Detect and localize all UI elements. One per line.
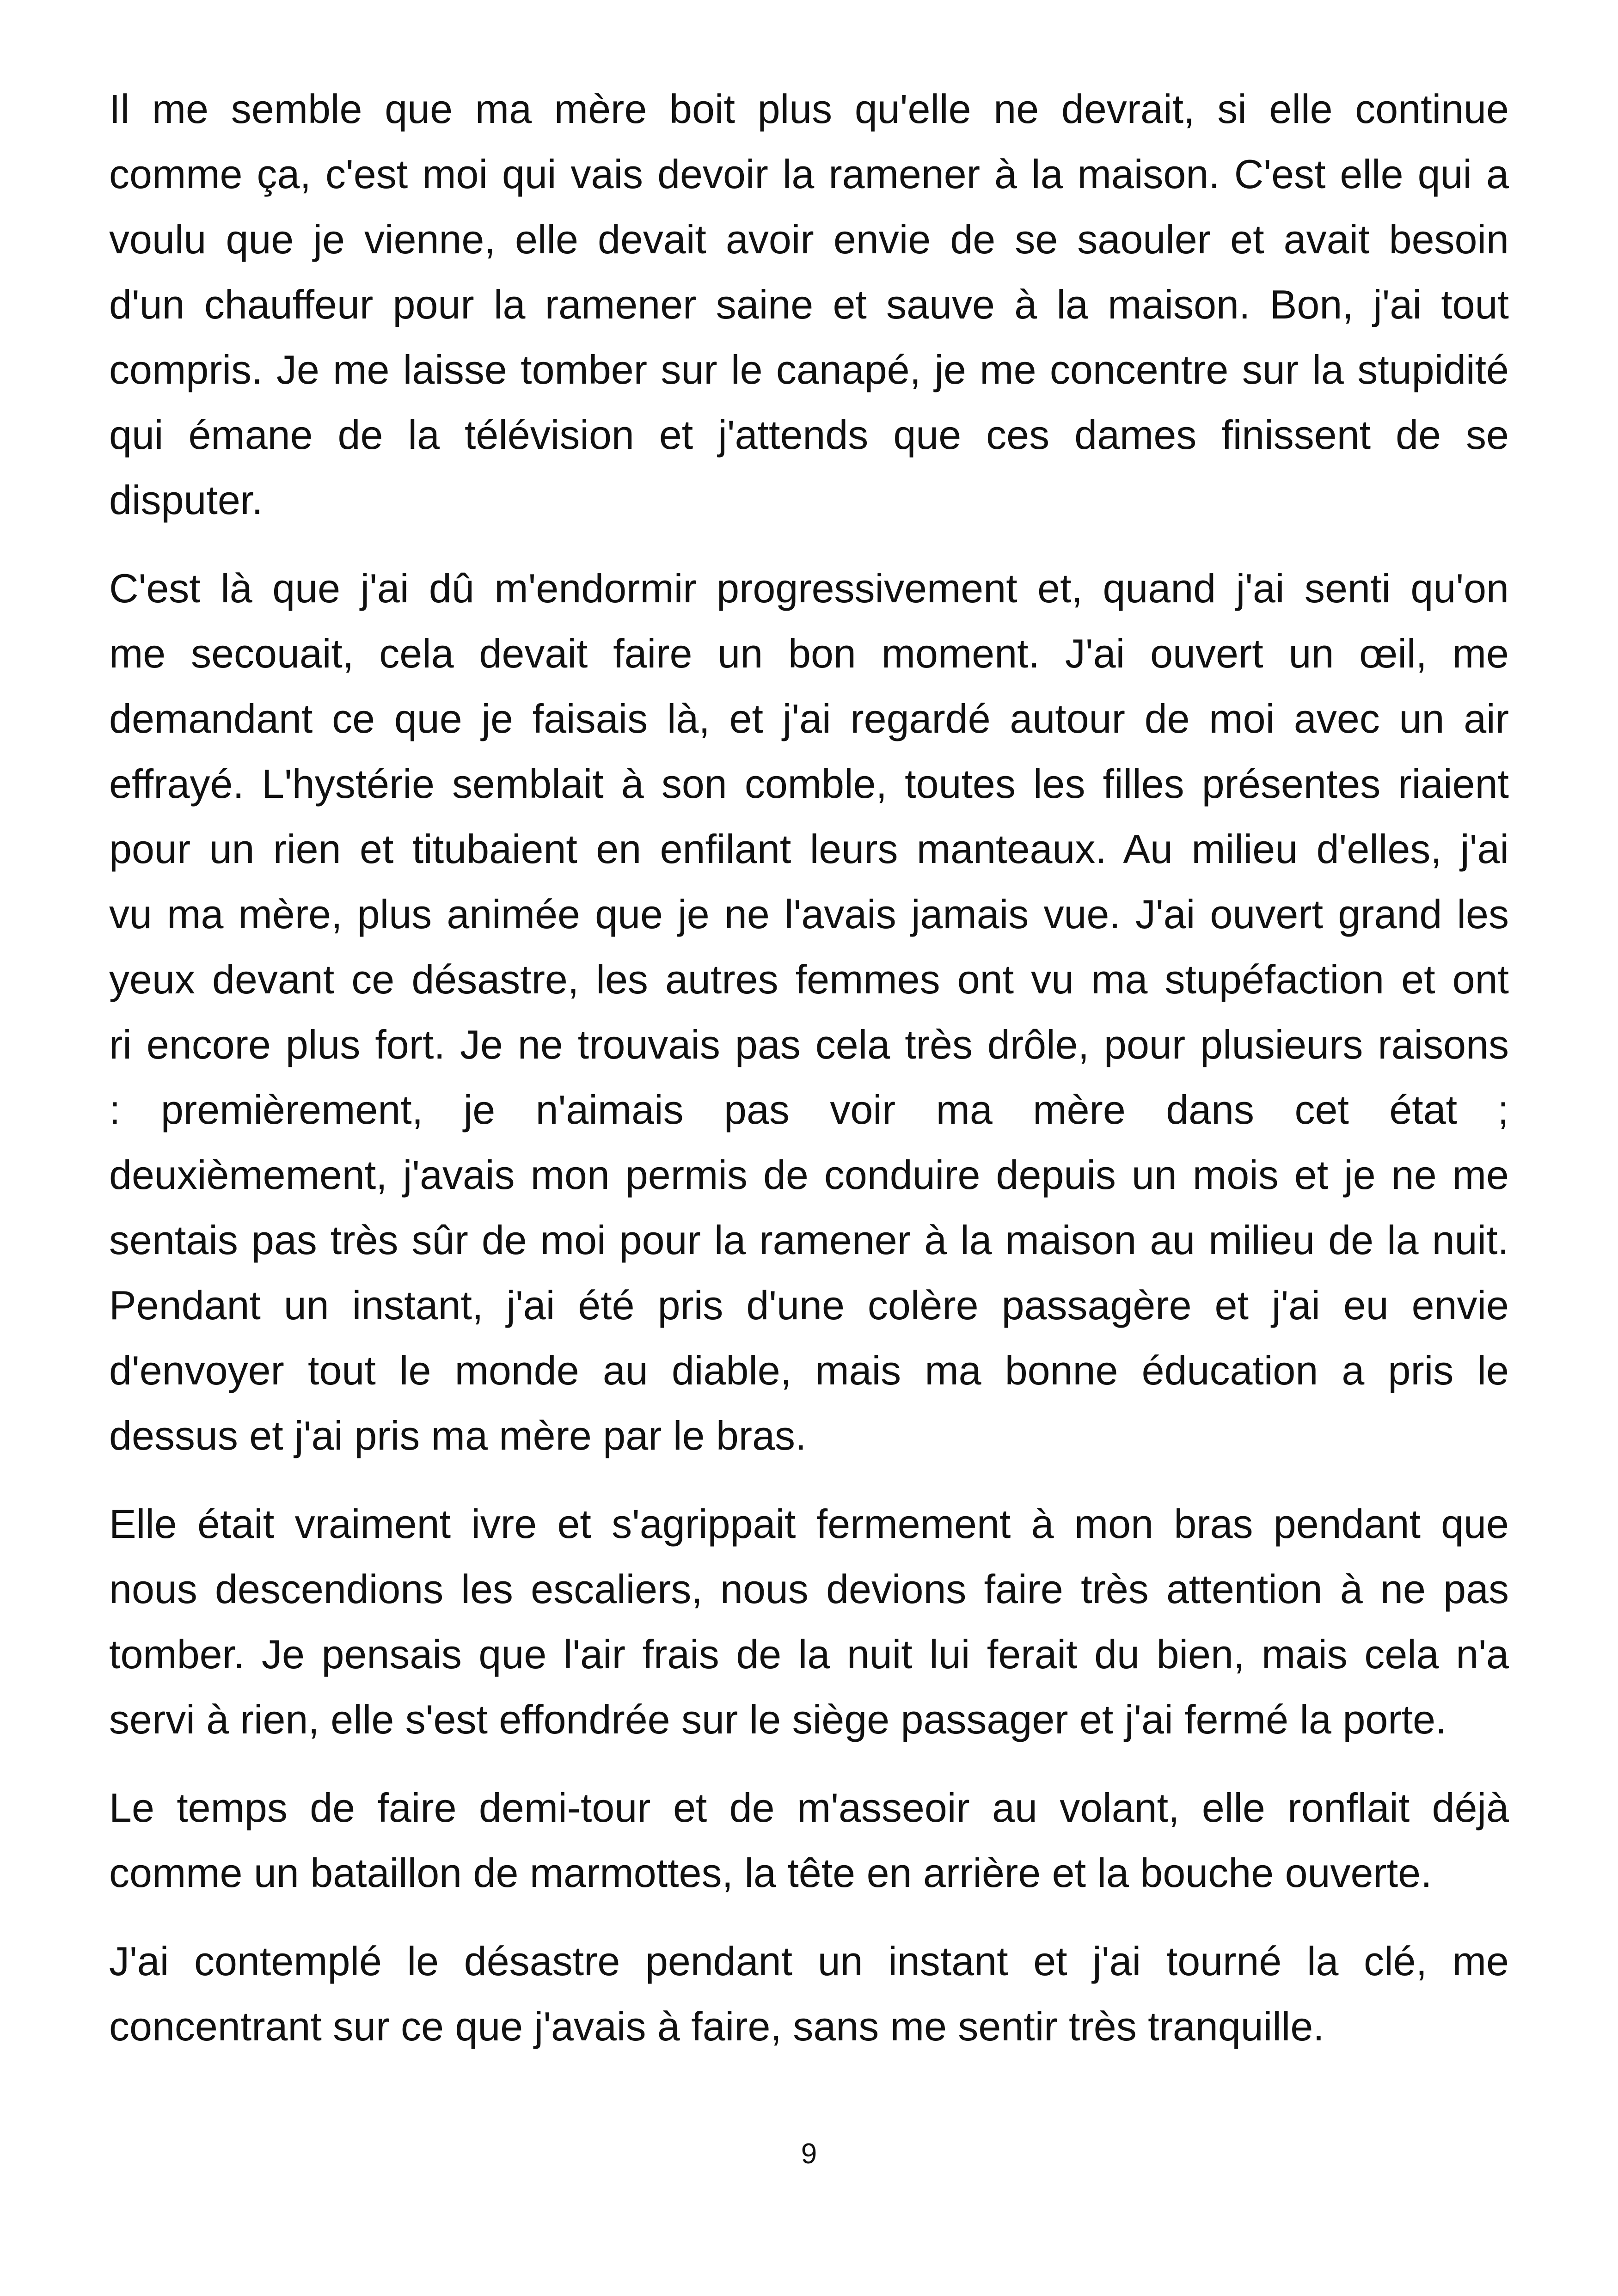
text-line: nous descendions les escaliers, nous devions faire très attention à ne pas <box>109 1566 1509 1612</box>
text-line: deuxièmement, j'avais mon permis de conduire depuis un mois et je ne me <box>109 1152 1509 1198</box>
text-line: servi à rien, elle s'est effondrée sur le siège passager et j'ai fermé la porte. <box>109 1696 1447 1742</box>
paragraph <box>109 1929 1509 2059</box>
text-line: ri encore plus fort. Je ne trouvais pas cela très drôle, pour plusieurs raisons <box>109 1022 1509 1067</box>
text-line: demandant ce que je faisais là, et j'ai regardé autour de moi avec un air <box>109 696 1509 741</box>
paragraph <box>109 76 1509 533</box>
text-line: J'ai contemplé le désastre pendant un instant et j'ai tourné la clé, me <box>109 1938 1509 1984</box>
text-line: effrayé. L'hystérie semblait à son comble, toutes les filles présentes riaient <box>109 761 1509 807</box>
text-line: yeux devant ce désastre, les autres femmes ont vu ma stupéfaction et ont <box>109 956 1509 1002</box>
text-line: compris. Je me laisse tomber sur le canapé, je me concentre sur la stupidité <box>109 347 1509 392</box>
text-line: comme ça, c'est moi qui vais devoir la ramener à la maison. C'est elle qui a <box>109 151 1509 197</box>
text-line: voulu que je vienne, elle devait avoir envie de se saouler et avait besoin <box>109 216 1509 262</box>
text-line: concentrant sur ce que j'avais à faire, sans me sentir très tranquille. <box>109 2003 1324 2049</box>
text-line: Elle était vraiment ivre et s'agrippait fermement à mon bras pendant que <box>109 1501 1509 1547</box>
text-line: Il me semble que ma mère boit plus qu'elle ne devrait, si elle continue <box>109 86 1509 132</box>
page-number: 9 <box>801 2138 817 2170</box>
text-line: d'un chauffeur pour la ramener saine et sauve à la maison. Bon, j'ai tout <box>109 282 1509 327</box>
body-text <box>109 76 1509 2082</box>
text-line: pour un rien et titubaient en enfilant leurs manteaux. Au milieu d'elles, j'ai <box>109 826 1509 872</box>
text-line: qui émane de la télévision et j'attends que ces dames finissent de se <box>109 412 1509 458</box>
paragraph <box>109 556 1509 1468</box>
text-line: disputer. <box>109 477 263 523</box>
text-line: d'envoyer tout le monde au diable, mais ma bonne éducation a pris le <box>109 1347 1509 1393</box>
text-line: me secouait, cela devait faire un bon moment. J'ai ouvert un œil, me <box>109 631 1509 676</box>
paragraph <box>109 1491 1509 1752</box>
text-line: Pendant un instant, j'ai été pris d'une colère passagère et j'ai eu envie <box>109 1282 1509 1328</box>
text-line: dessus et j'ai pris ma mère par le bras. <box>109 1413 807 1458</box>
text-line: comme un bataillon de marmottes, la tête en arrière et la bouche ouverte. <box>109 1850 1432 1896</box>
text-line: vu ma mère, plus animée que je ne l'avais jamais vue. J'ai ouvert grand les <box>109 891 1509 937</box>
text-line: Le temps de faire demi-tour et de m'asseoir au volant, elle ronflait déjà <box>109 1785 1509 1831</box>
paragraph <box>109 1775 1509 1905</box>
text-line: sentais pas très sûr de moi pour la ramener à la maison au milieu de la nuit. <box>109 1217 1509 1263</box>
text-line: : premièrement, je n'aimais pas voir ma mère dans cet état ; <box>109 1087 1509 1133</box>
text-line: tomber. Je pensais que l'air frais de la nuit lui ferait du bien, mais cela n'a <box>109 1631 1509 1677</box>
text-line: C'est là que j'ai dû m'endormir progressivement et, quand j'ai senti qu'on <box>109 565 1509 611</box>
